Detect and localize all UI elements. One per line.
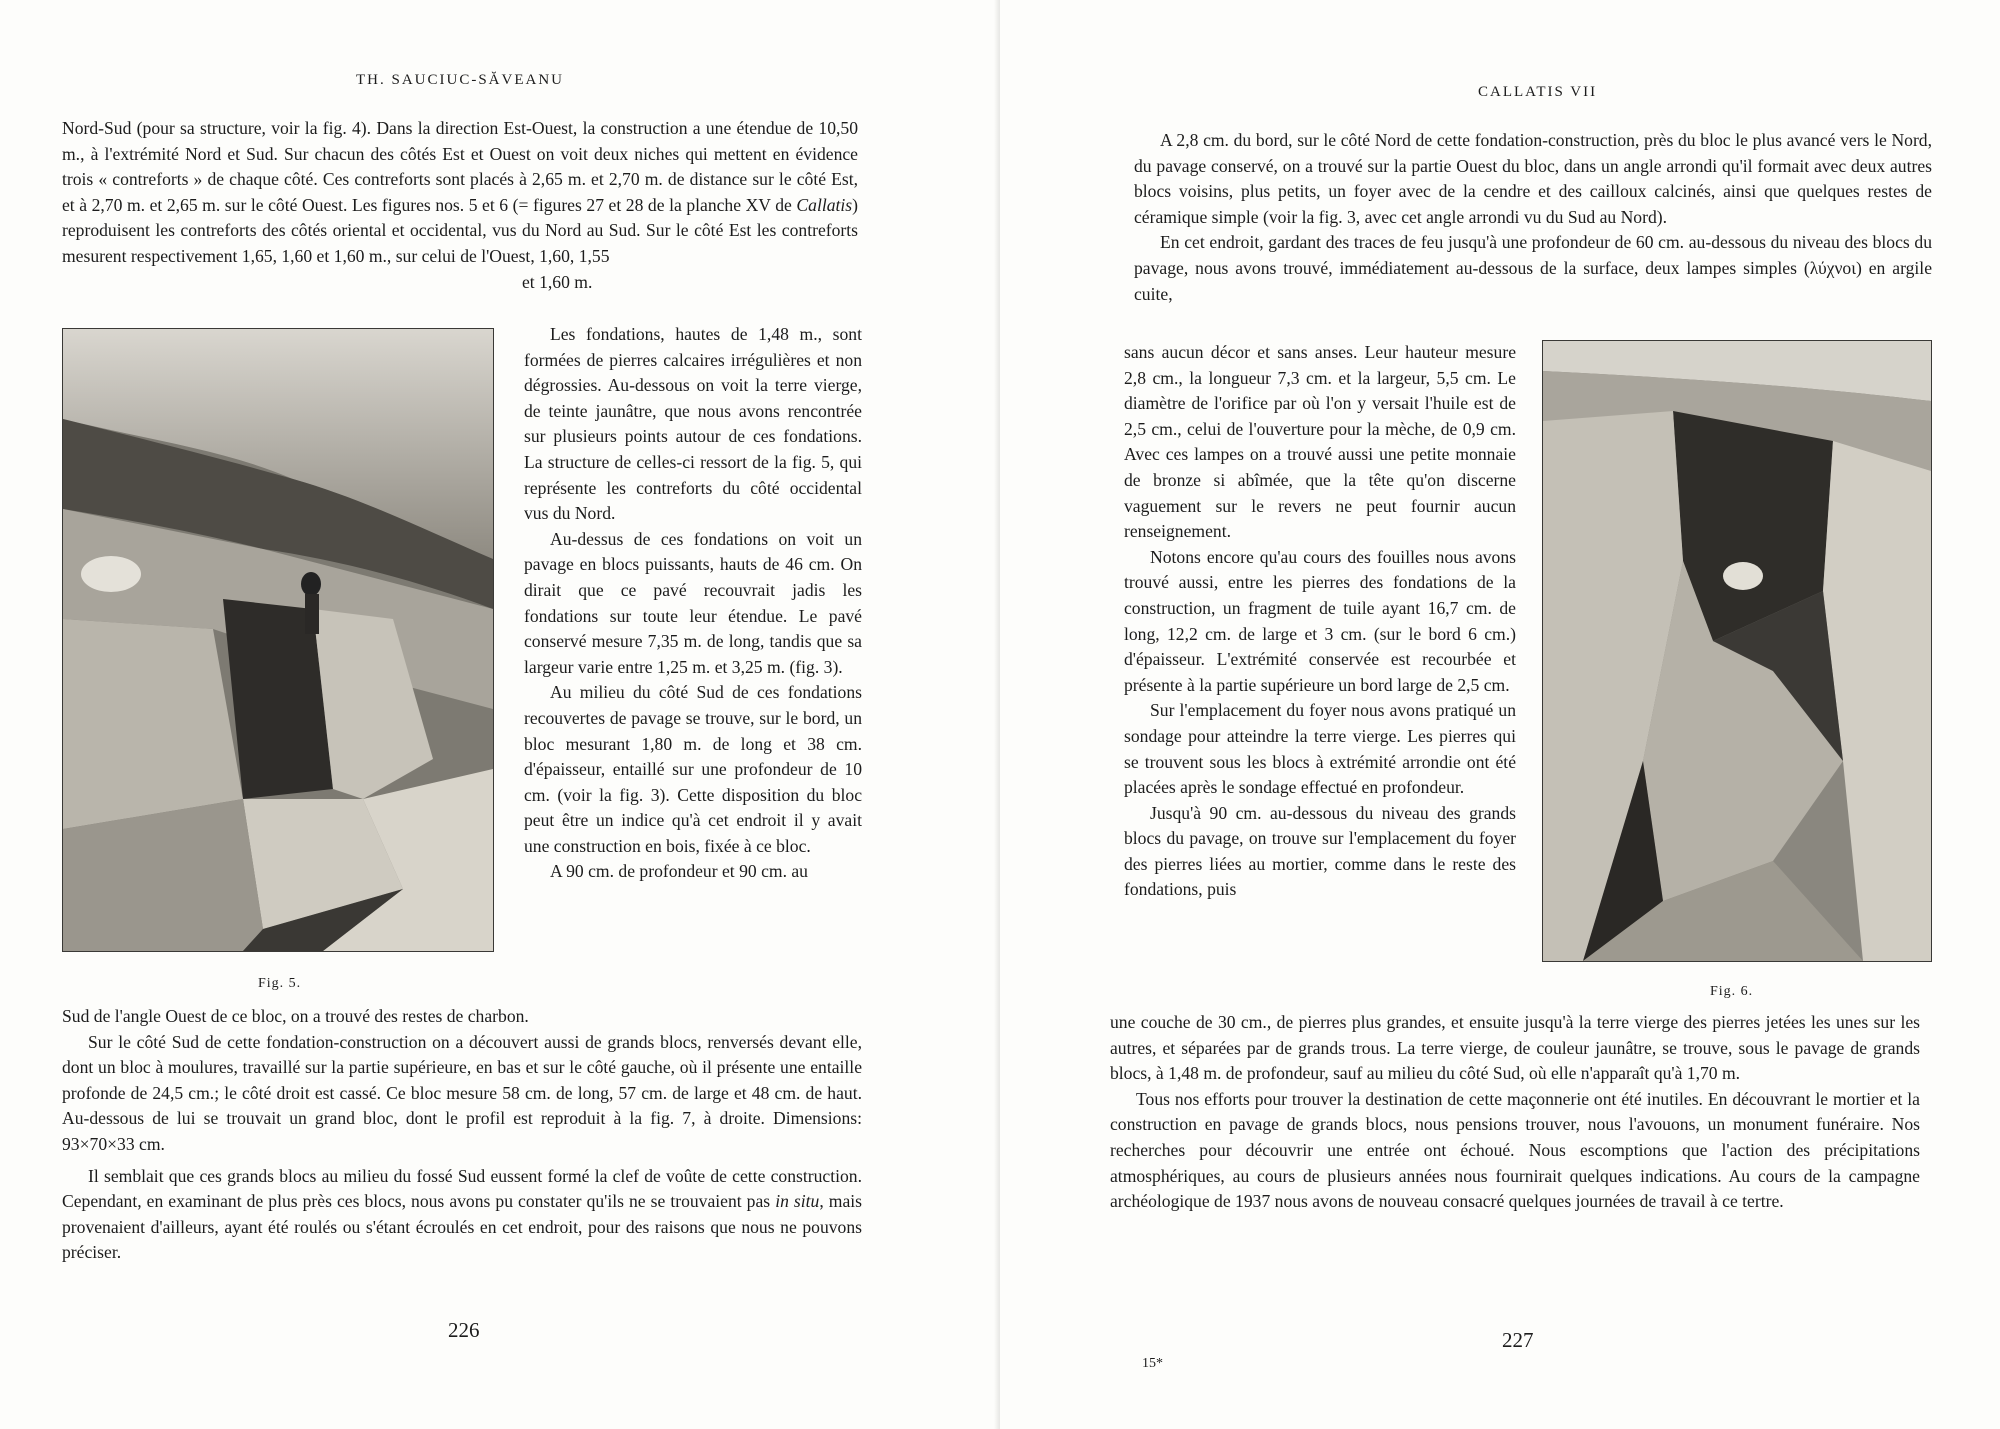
signature-mark: 15* — [1142, 1356, 1163, 1371]
excavation-photo-icon — [1543, 341, 1931, 961]
right-column-paragraph: Sur l'emplacement du foyer nous avons pratiqué un sondage pour atteindre la terre vierge. Les pierres qui se trouvent sous les blocs à extrémité arrondie ont été placées après le sondage effectué en profondeur. — [1124, 700, 1516, 798]
left-bottom-paragraph: Sud de l'angle Ouest de ce bloc, on a trouvé des restes de charbon. — [62, 1006, 529, 1026]
left-column-paragraph: A 90 cm. de profondeur et 90 cm. au — [550, 861, 808, 882]
left-running-head: TH. SAUCIUC-SĂVEANU — [356, 72, 565, 88]
left-column-paragraph: Au-dessus de ces fondations on voit un pavage en blocs puissants, hauts de 46 cm. On dirait que ce pavé recouvrait jadis les fondations sur toute leur étendue. Le pavé conservé mesure 7,35 m. de long, tandis que sa largeur varie entre 1,25 m. et 3,25 m. (fig. 3). — [524, 528, 862, 677]
right-bottom-paragraph: une couche de 30 cm., de pierres plus grandes, et ensuite jusqu'à la terre vierge des pierres jetées les unes sur les autres, et séparées par de grands trous. La terre vierge, de couleur jaunâtre, se trouve, sous le pavage de grands blocs, à 1,48 m. de profondeur, sauf au milieu du côté Sud, où elle n'apparaît qu'à 1,70 m. — [1110, 1012, 1920, 1084]
in-situ-italic: in situ — [775, 1191, 820, 1212]
left-column-paragraph: Au milieu du côté Sud de ces fondations recouvertes de pavage se trouve, sur le bord, un bloc mesurant 1,80 m. de long et 38 cm. d'épaisseur, entaillé sur une profondeur de 10 cm. (voir la fig. 3). Cette disposition du bloc peut être un indice qu'à cet endroit il y avait une construction en bois, fixée à ce bloc. — [524, 682, 862, 856]
right-top-paragraph: En cet endroit, gardant des traces de feu jusqu'à une profondeur de 60 cm. au-dessous du niveau des blocs du pavage, nous avons trouvé, immédiatement au-dessous de la surface, deux lampes simples (λύχνοι) en argile cuite, — [1134, 232, 1932, 304]
right-page-number: 227 — [1502, 1328, 1534, 1352]
right-page — [1000, 0, 2000, 1429]
right-column-paragraph: Notons encore qu'au cours des fouilles nous avons trouvé aussi, entre les pierres des fondations de la construction, un fragment de tuile ayant 16,7 cm. de long, 12,2 cm. de large et 3 cm. (sur le bord 6 cm.) d'épaisseur. L'extrémité conservée est recourbée et présente à la partie supérieure un bord large de 2,5 cm. — [1124, 546, 1516, 695]
right-bottom-paragraph: Tous nos efforts pour trouver la destination de cette maçonnerie ont été inutiles. En découvrant le mortier et la construction en pavage de grands blocs, nous pensions trouver, nous l'avouons, un monument funéraire. Nos recherches pour découvrir une entrée ont échoué. Nous escomptions que l'action des précipitations atmosphériques, au cours de plusieurs années nous fournirait quelques indications. Au cours de la campagne archéologique de 1937 nous avons de nouveau consacré quelques journées de travail à ce tertre. — [1110, 1088, 1920, 1212]
left-top-paragraph — [62, 116, 858, 295]
left-top-text-end: ) reproduisent les contreforts des côtés oriental et occidental, vus du Nord au Sud. Sur le côté Est les contreforts mesurent respectivement 1,65, 1,60 et 1,60 m., sur celui de l'Ouest, 1,60, 1,55 — [62, 194, 858, 266]
right-column-text — [1124, 340, 1516, 903]
fig-6-photo — [1542, 340, 1932, 962]
right-top-paragraph: A 2,8 cm. du bord, sur le côté Nord de cette fondation-construction, près du bloc le plus avancé vers le Nord, du pavage conservé, on a trouvé sur la partie Ouest du bloc, dans un angle arrondi qu'il formait avec deux autres blocs voisins, plus petits, un foyer avec de la cendre et des cailloux calcinés, ainsi que quelques restes de céramique simple (voir la fig. 3, avec cet angle arrondi vu du Sud au Nord). — [1134, 130, 1932, 227]
left-bottom-paragraph-end: , mais provenaient d'ailleurs, ayant été roulés ou s'étant écroulés en cet endroit, pour des raisons que nous ne pouvons préciser. — [62, 1191, 862, 1263]
right-running-head: CALLATIS VII — [1478, 84, 1598, 100]
fig-5-photo — [62, 328, 494, 952]
left-page-number: 226 — [448, 1318, 480, 1342]
left-bottom-paragraph: Sur le côté Sud de cette fondation-construction on a découvert aussi de grands blocs, renversés devant elle, dont un bloc à moulures, travaillé sur la partie supérieure, en bas et sur le côté gauche, où il présente une entaille profonde de 24,5 cm.; le côté droit est cassé. Ce bloc mesure 58 cm. de long, 57 cm. de large et 48 cm. de haut. Au-dessous de lui se trouvait un grand bloc, dont le profil est reproduit à la fig. 7, à droite. Dimensions: 93×70×33 cm. — [62, 1031, 862, 1154]
left-top-italic: Callatis — [796, 194, 853, 215]
fig-6-caption: Fig. 6. — [1710, 984, 1754, 999]
left-bottom-text — [62, 1004, 862, 1266]
left-top-text: Nord-Sud (pour sa structure, voir la fig. 4). Dans la direction Est-Ouest, la construction a une étendue de 10,50 m., à l'extrémité Nord et Sud. Sur chacun des côtés Est et Ouest on voit deux niches qui mettent en évidence trois « contreforts » de chaque côté. Ces contreforts sont placés à 2,65 m. et 2,70 m. de distance sur le côté Est, et à 2,70 m. et 2,65 m. sur le côté Ouest. Les figures nos. 5 et 6 (= figures 27 et 28 de la planche XV de — [62, 118, 858, 215]
fig-5-caption: Fig. 5. — [258, 976, 302, 991]
right-column-paragraph: Jusqu'à 90 cm. au-dessous du niveau des grands blocs du pavage, on trouve sur l'emplacement du foyer des pierres liées au mortier, comme dans le reste des fondations, puis — [1124, 802, 1516, 900]
right-top-text — [1134, 128, 1932, 307]
left-column-text — [524, 322, 862, 885]
right-column-paragraph: sans aucun décor et sans anses. Leur hauteur mesure 2,8 cm., la longueur 7,3 cm. et la largeur, 5,5 cm. Le diamètre de l'orifice par où l'on y versait l'huile est de 2,5 cm., celui de l'ouverture pour la mèche, de 0,9 cm. Avec ces lampes on a trouvé aussi une petite monnaie de bronze si abîmée, que la tête qu'on discerne vaguement sur le revers ne peut fournir aucun renseignement. — [1124, 342, 1516, 542]
left-column-paragraph: Les fondations, hautes de 1,48 m., sont formées de pierres calcaires irrégulières et non dégrossies. Au-dessous on voit la terre vierge, de teinte jaunâtre, que nous avons rencontrée sur plusieurs points autour de ces fondations. La structure de celles-ci ressort de la fig. 5, qui représente les contreforts du côté occidental vus du Nord. — [524, 324, 862, 524]
left-bottom-paragraph: Il semblait que ces grands blocs au milieu du fossé Sud eussent formé la clef de voûte de cette construction. Cependant, en examinant de plus près ces blocs, nous avons pu constater qu'ils ne se trouvaient pas — [62, 1165, 862, 1212]
left-top-tail: et 1,60 m. — [522, 271, 593, 292]
right-bottom-text — [1110, 1010, 1920, 1215]
excavation-photo-icon — [63, 329, 493, 951]
